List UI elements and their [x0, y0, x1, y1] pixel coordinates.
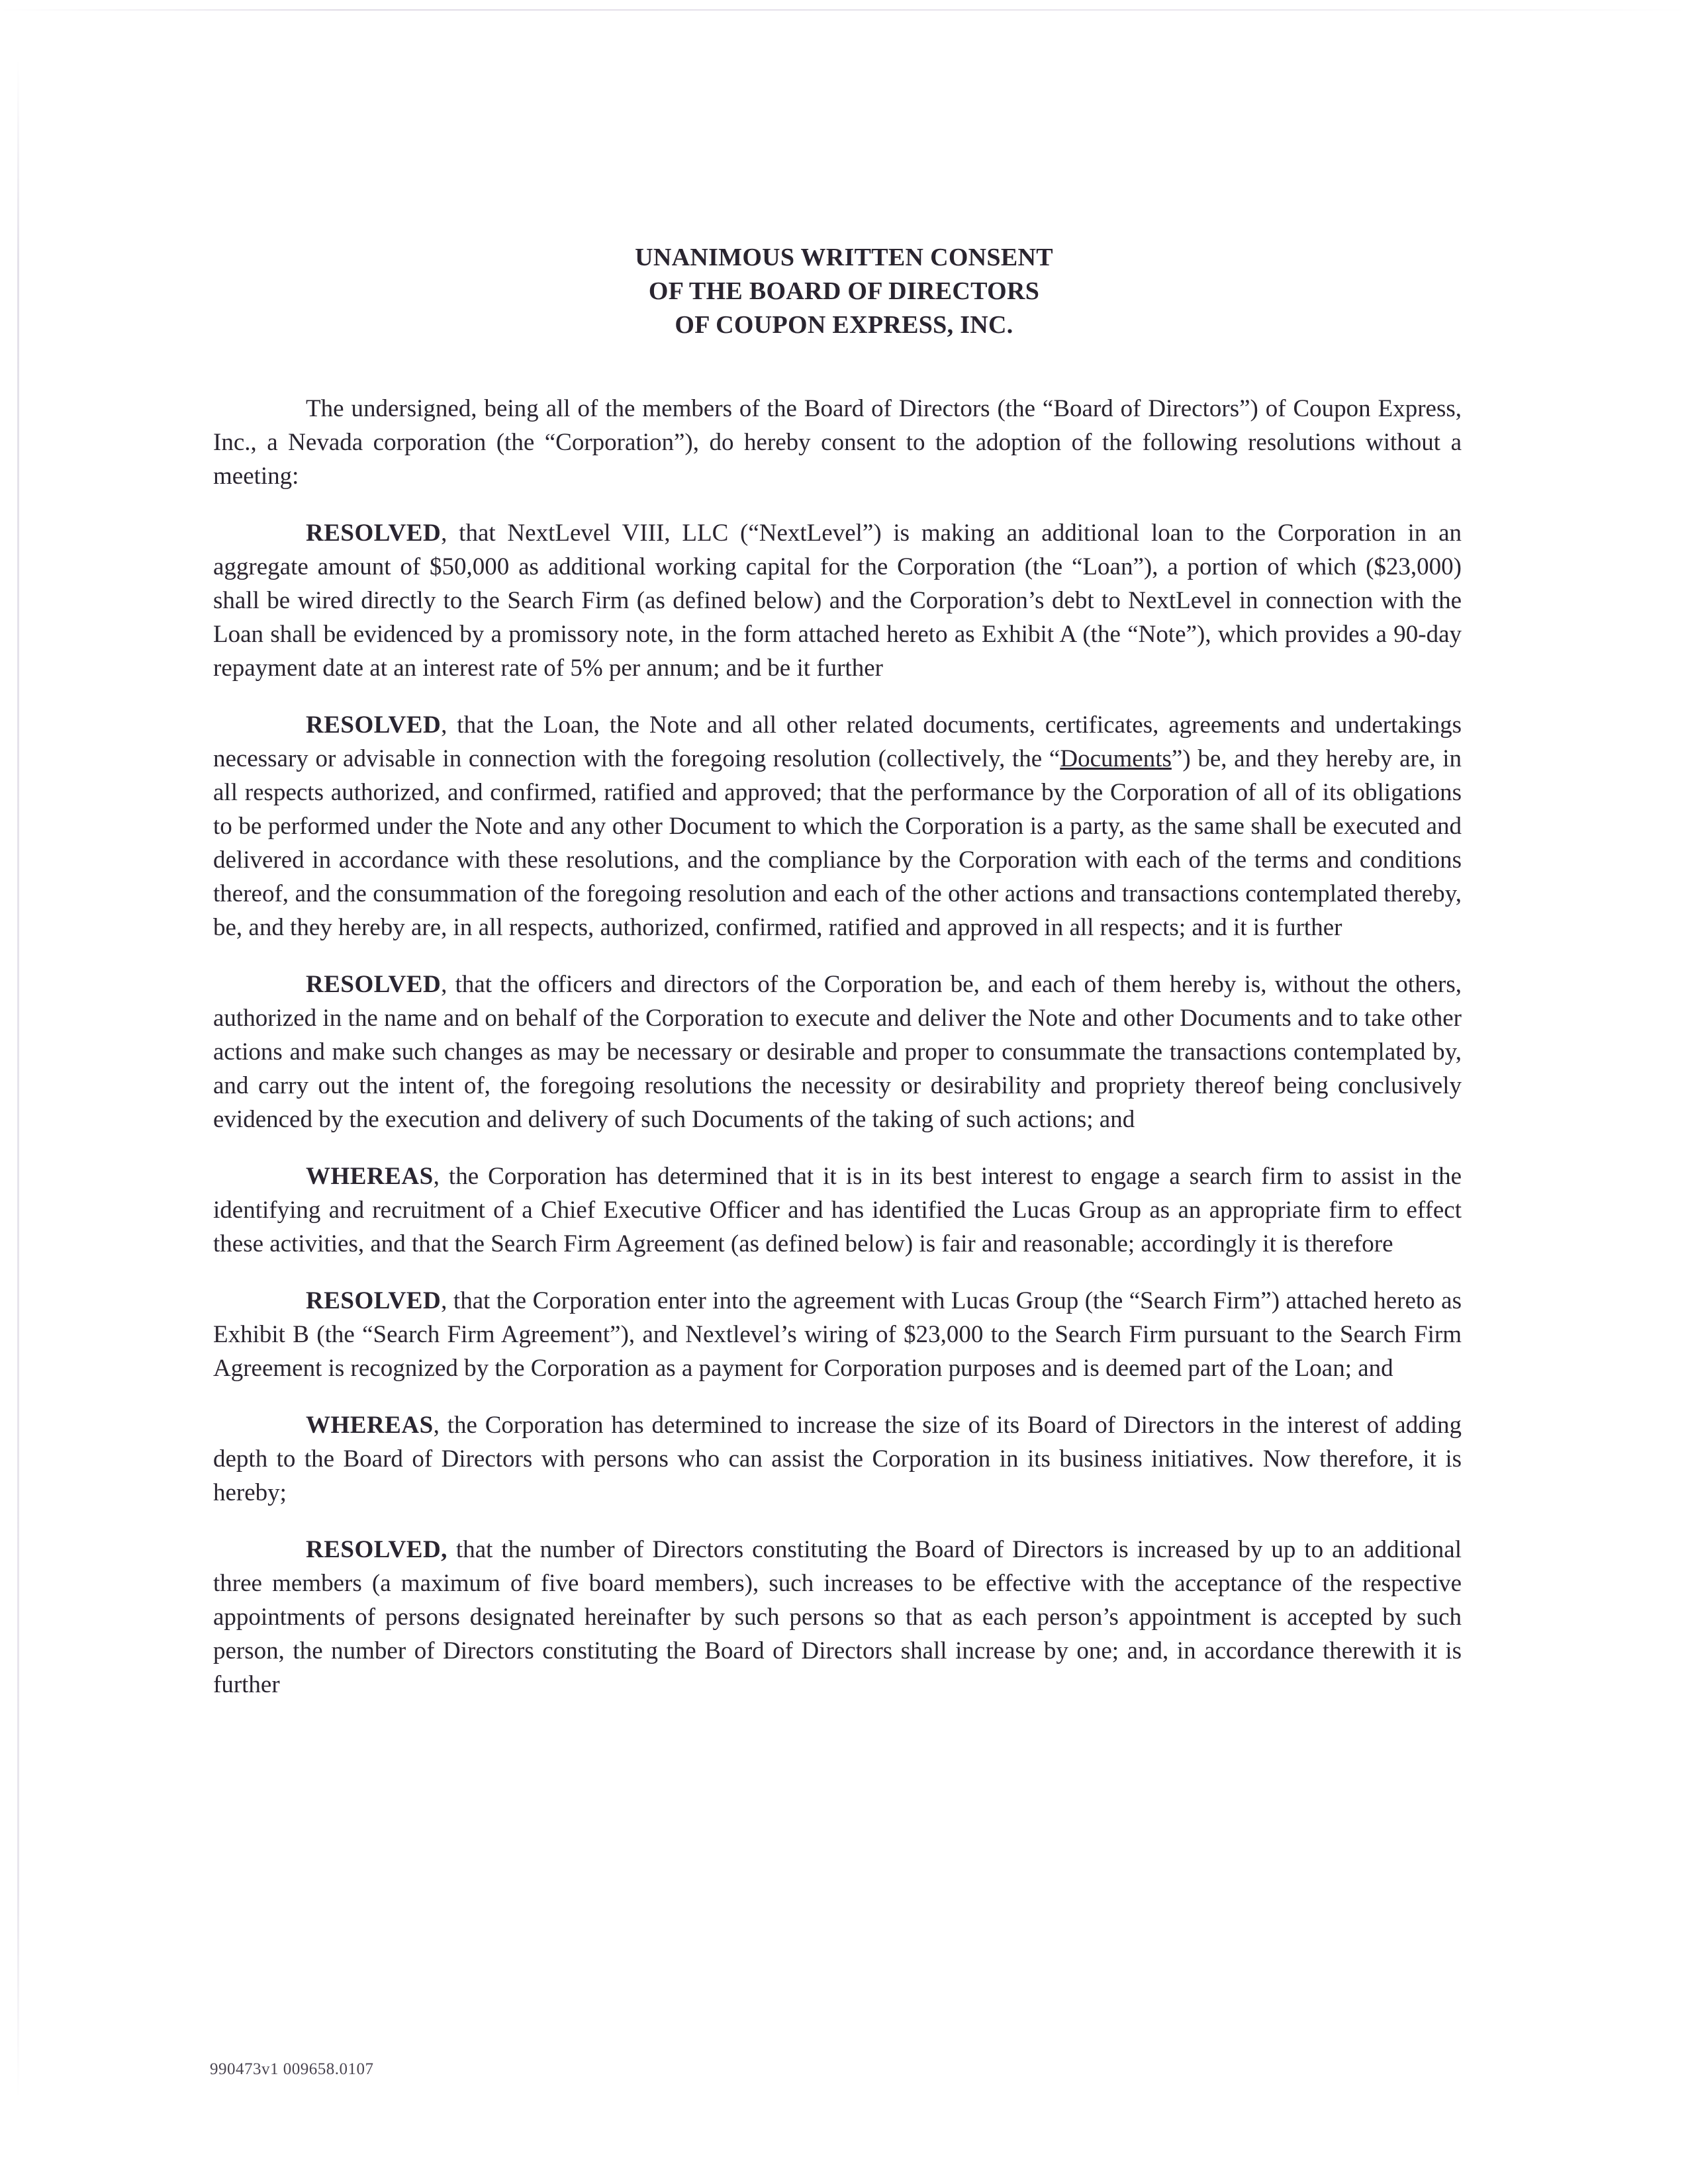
defined-term-documents: Documents [1060, 745, 1172, 772]
resolution-board-size-paragraph [213, 1533, 1462, 1702]
resolution-officers-paragraph [213, 968, 1462, 1136]
resolution-documents-paragraph [213, 708, 1462, 944]
title-line-3: OF COUPON EXPRESS, INC. [675, 311, 1013, 339]
title-line-1: UNANIMOUS WRITTEN CONSENT [635, 244, 1053, 271]
whereas-search-firm-paragraph [213, 1160, 1462, 1261]
resolution-text-part: ”) be, and they hereby are, in all respects authorized, and confirmed, ratified and approved; that the performance by the Corporation of all of its obligations to be performed under the Note and any other Document to which the Corporation is a party, as the same shall be executed and delivered in accordance with these resolutions, and the compliance by the Corporation with each of the terms and conditions thereof, and the consummation of the foregoing resolution and each of the other actions and transactions contemplated thereby, be, and they hereby are, in all respects, authorized, confirmed, ratified and approved in all respects; and it is further [213, 745, 1462, 941]
intro-paragraph: The undersigned, being all of the members of the Board of Directors (the “Board of Directors”) of Coupon Express, Inc., a Nevada corporation (the “Corporation”), do hereby consent to the adoption of the following resolutions without a meeting: [213, 395, 1462, 490]
resolved-keyword: RESOLVED [306, 711, 442, 739]
whereas-keyword: WHEREAS [306, 1412, 434, 1439]
resolved-keyword: RESOLVED [306, 520, 442, 547]
resolved-keyword: RESOLVED, [306, 1536, 447, 1563]
resolved-keyword: RESOLVED [306, 1287, 442, 1314]
whereas-keyword: WHEREAS [306, 1163, 434, 1190]
document-id-footer: 990473v1 009658.0107 [210, 2060, 374, 2078]
whereas-text: , the Corporation has determined that it is in its best interest to engage a search firm to assist in the identifying and recruitment of a Chief Executive Officer and has identified the Lucas Group as an appropriate firm to effect these activities, and that the Search Firm Agreement (as defined below) is fair and reasonable; accordingly it is therefore [213, 1163, 1462, 1257]
resolution-search-firm-paragraph [213, 1284, 1462, 1385]
resolution-text-part: , that the Loan, the Note and all other related documents, certificates, agreements and undertakings necessary or advisable in connection with the foregoing resolution (collectively, the “ [213, 711, 1462, 772]
resolution-text: , that the officers and directors of the Corporation be, and each of them hereby is, without the others, authorized in the name and on behalf of the Corporation to execute and deliver the Note and other Documents and to take other actions and make such changes as may be necessary or desirable and proper to consummate the transactions contemplated by, and carry out the intent of, the foregoing resolutions the necessity or desirability and propriety thereof being conclusively evidenced by the execution and delivery of such Documents of the taking of such actions; and [213, 971, 1462, 1133]
scan-edge-left [17, 60, 19, 2098]
document-body [213, 392, 1462, 1725]
title-line-2: OF THE BOARD OF DIRECTORS [648, 277, 1040, 305]
resolution-loan-paragraph [213, 516, 1462, 685]
resolution-text: , that the Corporation enter into the agreement with Lucas Group (the “Search Firm”) attached hereto as Exhibit B (the “Search Firm Agreement”), and Nextlevel’s wiring of $23,000 to the Search Firm pursuant to the Search Firm Agreement is recognized by the Corporation as a payment for Corporation purposes and is deemed part of the Loan; and [213, 1287, 1462, 1382]
document-title [0, 241, 1688, 342]
scan-edge-top [0, 9, 1688, 11]
whereas-text: , the Corporation has determined to increase the size of its Board of Directors in the interest of adding depth to the Board of Directors with persons who can assist the Corporation in its business initiatives. Now therefore, it is hereby; [213, 1412, 1462, 1506]
whereas-board-size-paragraph [213, 1408, 1462, 1510]
resolution-text: that the number of Directors constituting the Board of Directors is increased by up to an additional three members (a maximum of five board members), such increases to be effective with the acceptance of the respective appointments of persons designated hereinafter by such persons so that as each person’s appointment is accepted by such person, the number of Directors constituting the Board of Directors shall increase by one; and, in accordance therewith it is further [213, 1536, 1462, 1698]
resolution-text: , that NextLevel VIII, LLC (“NextLevel”) is making an additional loan to the Corporation in an aggregate amount of $50,000 as additional working capital for the Corporation (the “Loan”), a portion of which ($23,000) shall be wired directly to the Search Firm (as defined below) and the Corporation’s debt to NextLevel in connection with the Loan shall be evidenced by a promissory note, in the form attached hereto as Exhibit A (the “Note”), which provides a 90-day repayment date at an interest rate of 5% per annum; and be it further [213, 520, 1462, 682]
resolved-keyword: RESOLVED [306, 971, 442, 998]
